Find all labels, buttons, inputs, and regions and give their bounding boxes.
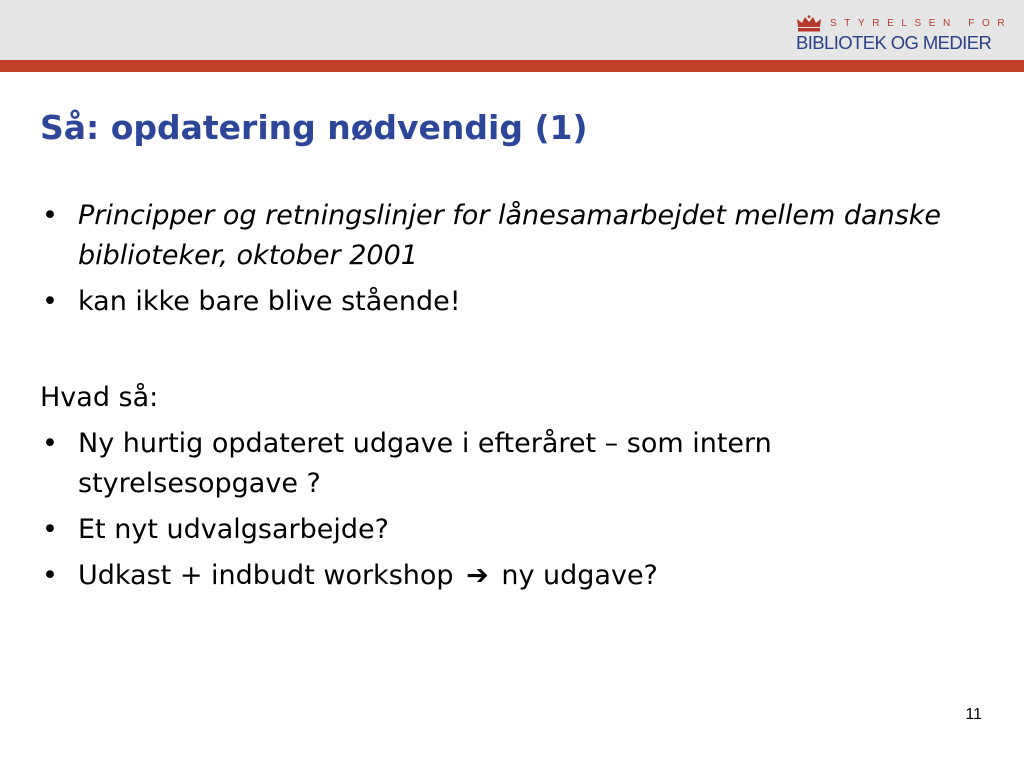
bullet-item — [40, 510, 990, 550]
bullet-text-before-arrow: Udkast + indbudt workshop — [78, 560, 454, 591]
subheading: Hvad så: — [40, 382, 159, 413]
bullet-marker: • — [42, 428, 58, 459]
bullet-marker: • — [42, 200, 58, 231]
bullet-text: kan ikke bare blive stående! — [78, 286, 461, 317]
bullet-text: Ny hurtig opdateret udgave i efteråret – som intern styrelsesopgave ? — [78, 428, 772, 499]
logo-tagline: STYRELSEN FOR — [830, 18, 1013, 29]
header-rule — [0, 60, 1024, 72]
spacer — [40, 328, 990, 378]
bullet-item — [40, 196, 990, 276]
arrow-right-icon: ➔ — [466, 560, 489, 591]
page-number: 11 — [965, 706, 982, 723]
bullet-item — [40, 424, 990, 504]
bullet-text: Et nyt udvalgsarbejde? — [78, 514, 389, 545]
logo — [796, 14, 1013, 54]
bullet-item — [40, 282, 990, 322]
bullet-marker: • — [42, 560, 58, 591]
slide-title: Så: opdatering nødvendig (1) — [40, 108, 588, 147]
bullet-marker: • — [42, 286, 58, 317]
bullet-text-after-arrow: ny udgave? — [501, 560, 658, 591]
logo-wordmark: BIBLIOTEK OG MEDIER — [796, 32, 992, 53]
bullet-text: Principper og retningslinjer for lånesamarbejdet mellem danske biblioteker, oktober 2001 — [78, 200, 942, 271]
slide-body — [40, 196, 990, 602]
bullet-marker: • — [42, 514, 58, 545]
crown-icon — [796, 15, 822, 33]
bullet-item — [40, 556, 990, 596]
